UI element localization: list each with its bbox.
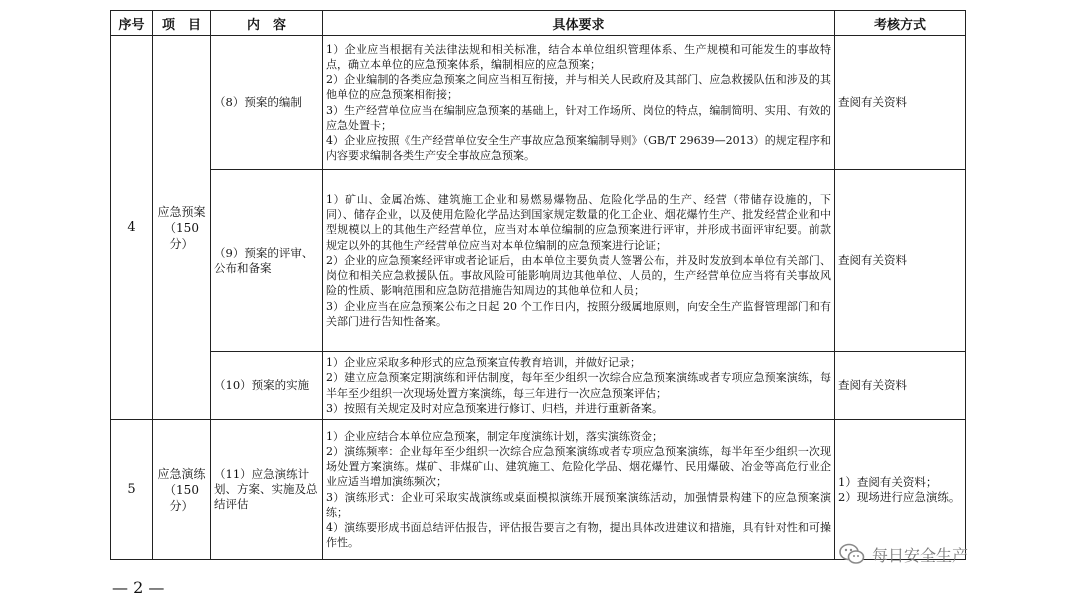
table-row (111, 170, 966, 352)
requirements-cell (323, 170, 835, 352)
content-cell: （9）预案的评审、公布和备案 (211, 170, 323, 352)
method-line: 1）查阅有关资料； (838, 474, 938, 489)
requirements-cell (323, 352, 835, 420)
requirement-item: 4）演练要形成书面总结评估报告，评估报告要言之有物，提出具体改进建议和措施，具有针对性和可操作性。 (326, 520, 831, 550)
item-score: （150 分） (164, 220, 199, 251)
requirements-table (110, 10, 966, 560)
requirement-item: 2）建立应急预案定期演练和评估制度，每年至少组织一次综合应急预案演练或者专项应急预案演练，每半年至少组织一次现场处置方案演练，每三年进行一次应急预案评估； (326, 371, 831, 400)
row-number: 5 (111, 420, 153, 560)
table-row (111, 352, 966, 420)
table-row (111, 36, 966, 170)
requirement-item: 3）生产经营单位应当在编制应急预案的基础上，针对工作场所、岗位的特点，编制简明、实用、有效的应急处置卡； (326, 103, 831, 132)
wechat-icon (838, 540, 866, 568)
header-method: 考核方式 (835, 11, 966, 36)
watermark-text: 每日安全生产 (872, 545, 969, 565)
requirement-item: 3）按照有关规定及时对应急预案进行修订、归档，并进行重新备案。 (326, 401, 663, 415)
table-row (111, 420, 966, 560)
header-requirements: 具体要求 (323, 11, 835, 36)
table-header-row (111, 11, 966, 36)
requirement-item: 2）演练频率：企业每年至少组织一次综合应急预案演练或者专项应急预案演练，每半年至少组织一次现场处置方案演练。煤矿、非煤矿山、建筑施工、危险化学品、烟花爆竹、民用爆破、冶金等高危行业企业应适当增加演练频次； (326, 444, 831, 489)
method-cell: 查阅有关资料 (835, 170, 966, 352)
page-number: — 2 — (112, 578, 165, 597)
method-line: 2）现场进行应急演练。 (838, 489, 961, 504)
item-cell (153, 420, 211, 560)
method-cell: 查阅有关资料 (835, 352, 966, 420)
requirement-item: 2）企业编制的各类应急预案之间应当相互衔接，并与相关人民政府及其部门、应急救援队伍和涉及的其他单位的应急预案相衔接； (326, 73, 831, 102)
item-name: 应急演练 (157, 466, 206, 481)
method-cell (835, 420, 966, 560)
method-cell: 查阅有关资料 (835, 36, 966, 170)
requirement-item: 1）企业应当根据有关法律法规和相关标准，结合本单位组织管理体系、生产规模和可能发生的事故特点，确立本单位的应急预案体系，编制相应的应急预案； (326, 42, 831, 71)
watermark (838, 540, 968, 568)
content-cell: （11）应急演练计划、方案、实施及总结评估 (211, 420, 323, 560)
requirement-item: 3）企业应当在应急预案公布之日起 20 个工作日内，按照分级属地原则，向安全生产监督管理部门和有关部门进行告知性备案。 (326, 299, 831, 328)
item-score: （150 分） (164, 482, 199, 513)
requirements-cell (323, 420, 835, 560)
header-item: 项 目 (153, 11, 211, 36)
requirement-item: 1）企业应结合本单位应急预案，制定年度演练计划，落实演练资金； (326, 429, 663, 443)
requirement-item: 1）企业应采取多种形式的应急预案宣传教育培训，并做好记录； (326, 356, 641, 370)
header-num: 序号 (111, 11, 153, 36)
content-cell: （10）预案的实施 (211, 352, 323, 420)
row-number: 4 (111, 36, 153, 420)
item-name: 应急预案 (157, 204, 206, 219)
header-content: 内 容 (211, 11, 323, 36)
requirement-item: 4）企业应按照《生产经营单位安全生产事故应急预案编制导则》（GB/T 29639—2013）的规定程序和内容要求编制各类生产安全事故应急预案。 (326, 133, 831, 163)
item-cell (153, 36, 211, 420)
content-cell: （8）预案的编制 (211, 36, 323, 170)
requirements-cell (323, 36, 835, 170)
requirement-item: 3）演练形式：企业可采取实战演练或桌面模拟演练开展预案演练活动，加强情景构建下的应急预案演练； (326, 490, 831, 519)
requirement-item: 2）企业的应急预案经评审或者论证后，由本单位主要负责人签署公布，并及时发放到本单位有关部门、岗位和相关应急救援队伍。事故风险可能影响周边其他单位、人员的，生产经营单位应当将有关事故风险的性质、影响范围和应急防范措施告知周边的其他单位和人员； (326, 253, 831, 298)
requirement-item: 1）矿山、金属冶炼、建筑施工企业和易燃易爆物品、危险化学品的生产、经营（带储存设施的，下同）、储存企业，以及使用危险化学品达到国家规定数量的化工企业、烟花爆竹生产、批发经营企业和中型规模以上的其他生产经营单位，应当对本单位编制的应急预案进行评审，并形成书面评审纪要。前款规定以外的其他生产经营单位应当对本单位编制的应急预案进行论证； (326, 193, 831, 252)
